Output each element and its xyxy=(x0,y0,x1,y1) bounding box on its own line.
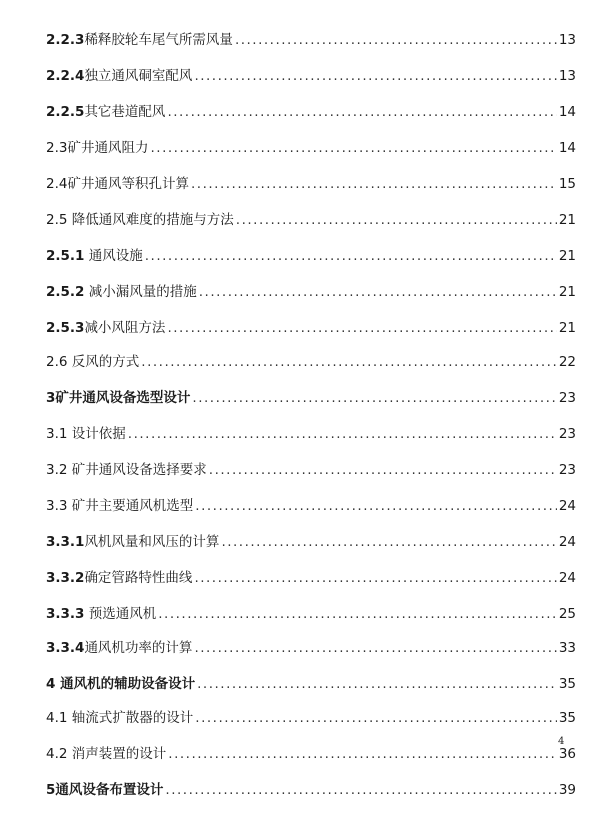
toc-entry-number: 4 xyxy=(46,676,56,692)
toc-entry[interactable] xyxy=(46,386,576,410)
toc-leader-dots xyxy=(221,530,556,554)
toc-leader-dots xyxy=(128,422,557,446)
toc-entry[interactable] xyxy=(46,566,576,590)
toc-entry-page: 33 xyxy=(558,640,576,656)
toc-entry-title xyxy=(46,706,193,730)
toc-entry-number: 2.5.3 xyxy=(46,320,85,336)
toc-entry-number: 3 xyxy=(46,390,56,406)
toc-leader-dots xyxy=(158,602,557,626)
toc-entry-number: 5 xyxy=(46,782,56,798)
toc-entry-title xyxy=(46,742,166,766)
toc-entry-number: 3.3.1 xyxy=(46,534,85,550)
toc-entry-text: 通风机功率的计算 xyxy=(84,640,193,656)
toc-entry-page: 21 xyxy=(558,284,576,300)
toc-leader-dots xyxy=(145,244,557,268)
toc-entry-title xyxy=(46,566,192,590)
toc-entry-number: 3.1 xyxy=(46,426,68,442)
toc-leader-dots xyxy=(209,458,557,482)
toc-entry-text: 矿井通风设备选择要求 xyxy=(67,462,207,478)
toc-entry-text: 减小风阻方法 xyxy=(84,320,166,336)
toc-entry-number: 2.4 xyxy=(46,176,68,192)
toc-entry-page: 21 xyxy=(558,248,576,264)
toc-entry[interactable] xyxy=(46,244,576,268)
toc-leader-dots xyxy=(199,280,557,304)
toc-entry-number: 2.2.3 xyxy=(46,32,85,48)
toc-leader-dots xyxy=(236,208,557,232)
toc-entry[interactable] xyxy=(46,636,576,660)
toc-entry[interactable] xyxy=(46,28,576,52)
toc-entry-text: 矿井通风设备选型设计 xyxy=(55,390,191,406)
toc-entry[interactable] xyxy=(46,742,576,766)
toc-leader-dots xyxy=(165,778,556,802)
toc-entry-text: 独立通风硐室配风 xyxy=(84,68,193,84)
toc-entry-text: 稀释胶轮车尾气所需风量 xyxy=(84,32,233,48)
toc-leader-dots xyxy=(167,316,556,340)
toc-entry-text: 矿井主要通风机选型 xyxy=(67,498,194,514)
toc-leader-dots xyxy=(192,386,556,410)
toc-entry-number: 2.6 xyxy=(46,354,68,370)
toc-entry-title xyxy=(46,778,163,802)
toc-leader-dots xyxy=(191,172,557,196)
toc-entry-title xyxy=(46,636,192,660)
toc-entry-number: 3.2 xyxy=(46,462,68,478)
toc-entry[interactable] xyxy=(46,136,576,160)
toc-entry[interactable] xyxy=(46,208,576,232)
toc-entry[interactable] xyxy=(46,458,576,482)
toc-entry-page: 21 xyxy=(558,320,576,336)
toc-leader-dots xyxy=(150,136,556,160)
toc-entry-text: 通风机的辅助设备设计 xyxy=(55,676,196,692)
toc-entry-title xyxy=(46,386,190,410)
toc-entry-title xyxy=(46,136,148,160)
toc-leader-dots xyxy=(168,742,557,766)
toc-entry-number: 4.2 xyxy=(46,746,68,762)
toc-entry-title xyxy=(46,458,207,482)
toc-entry-page: 14 xyxy=(558,140,576,156)
toc-entry-text: 矿井通风阻力 xyxy=(67,140,149,156)
toc-entry[interactable] xyxy=(46,350,576,374)
toc-entry-page: 24 xyxy=(558,498,576,514)
toc-entry[interactable] xyxy=(46,172,576,196)
toc-entry-text: 设计依据 xyxy=(67,426,126,442)
toc-entry-title xyxy=(46,244,143,268)
toc-entry-text: 反风的方式 xyxy=(67,354,140,370)
toc-entry-title xyxy=(46,28,233,52)
toc-entry-page: 22 xyxy=(558,354,576,370)
toc-entry-number: 2.5 xyxy=(46,212,68,228)
toc-entry-page: 23 xyxy=(558,426,576,442)
toc-entry[interactable] xyxy=(46,494,576,518)
toc-entry-number: 3.3.2 xyxy=(46,570,85,586)
toc-leader-dots xyxy=(194,64,556,88)
toc-entry[interactable] xyxy=(46,316,576,340)
toc-leader-dots xyxy=(195,706,557,730)
toc-leader-dots xyxy=(194,566,556,590)
toc-entry-page: 21 xyxy=(558,212,576,228)
toc-entry[interactable] xyxy=(46,672,576,696)
toc-entry-page: 35 xyxy=(558,676,576,692)
toc-leader-dots xyxy=(235,28,557,52)
toc-entry-text: 确定管路特性曲线 xyxy=(84,570,193,586)
toc-entry-page: 13 xyxy=(558,32,576,48)
toc-entry[interactable] xyxy=(46,100,576,124)
toc-entry-number: 2.3 xyxy=(46,140,68,156)
toc-entry-number: 2.5.2 xyxy=(46,284,85,300)
toc-entry-title xyxy=(46,208,234,232)
toc-entry-text: 通风设施 xyxy=(84,248,143,264)
toc-entry-page: 25 xyxy=(558,606,576,622)
toc-entry-number: 2.2.4 xyxy=(46,68,85,84)
toc-entry-text: 轴流式扩散器的设计 xyxy=(67,710,194,726)
toc-entry-text: 矿井通风等积孔计算 xyxy=(67,176,189,192)
toc-leader-dots xyxy=(141,350,557,374)
toc-entry-title xyxy=(46,494,193,518)
toc-leader-dots xyxy=(167,100,556,124)
toc-entry-page: 23 xyxy=(558,390,576,406)
toc-entry-page: 13 xyxy=(558,68,576,84)
toc-entry-text: 通风设备布置设计 xyxy=(55,782,164,798)
toc-entry-page: 36 xyxy=(558,746,576,762)
toc-entry[interactable] xyxy=(46,706,576,730)
toc-entry-number: 2.2.5 xyxy=(46,104,85,120)
toc-entry-page: 39 xyxy=(558,782,576,798)
toc-entry-text: 风机风量和风压的计算 xyxy=(84,534,220,550)
toc-entry[interactable] xyxy=(46,64,576,88)
toc-entry-page: 24 xyxy=(558,534,576,550)
toc-entry[interactable] xyxy=(46,530,576,554)
toc-entry-title xyxy=(46,64,192,88)
toc-entry-text: 减小漏风量的措施 xyxy=(84,284,197,300)
toc-entry-title xyxy=(46,350,139,374)
toc-entry-title xyxy=(46,100,165,124)
toc-entry[interactable] xyxy=(46,280,576,304)
toc-entry[interactable] xyxy=(46,602,576,626)
toc-entry-page: 35 xyxy=(558,710,576,726)
page-number: 4 xyxy=(558,736,565,747)
toc-entry-text: 其它巷道配风 xyxy=(84,104,166,120)
toc-entry-title xyxy=(46,530,219,554)
toc-entry[interactable] xyxy=(46,422,576,446)
toc-entry-text: 降低通风难度的措施与方法 xyxy=(67,212,234,228)
toc-entry-number: 3.3.3 xyxy=(46,606,85,622)
toc-entry-title xyxy=(46,422,126,446)
toc-entry-title xyxy=(46,172,189,196)
toc-entry-page: 24 xyxy=(558,570,576,586)
toc-entry-text: 消声装置的设计 xyxy=(67,746,167,762)
toc-leader-dots xyxy=(194,636,556,660)
toc-entry-page: 23 xyxy=(558,462,576,478)
toc-entry-page: 14 xyxy=(558,104,576,120)
toc-leader-dots xyxy=(197,672,557,696)
toc-leader-dots xyxy=(195,494,557,518)
toc-entry-title xyxy=(46,672,195,696)
toc-entry-title xyxy=(46,602,156,626)
toc-entry-number: 3.3 xyxy=(46,498,68,514)
toc-entry-title xyxy=(46,280,197,304)
toc-entry-text: 预选通风机 xyxy=(84,606,157,622)
toc-entry-number: 2.5.1 xyxy=(46,248,85,264)
toc-entry-title xyxy=(46,316,165,340)
toc-entry-page: 15 xyxy=(558,176,576,192)
toc-entry-number: 4.1 xyxy=(46,710,68,726)
toc-entry-number: 3.3.4 xyxy=(46,640,85,656)
toc-entry[interactable] xyxy=(46,778,576,802)
